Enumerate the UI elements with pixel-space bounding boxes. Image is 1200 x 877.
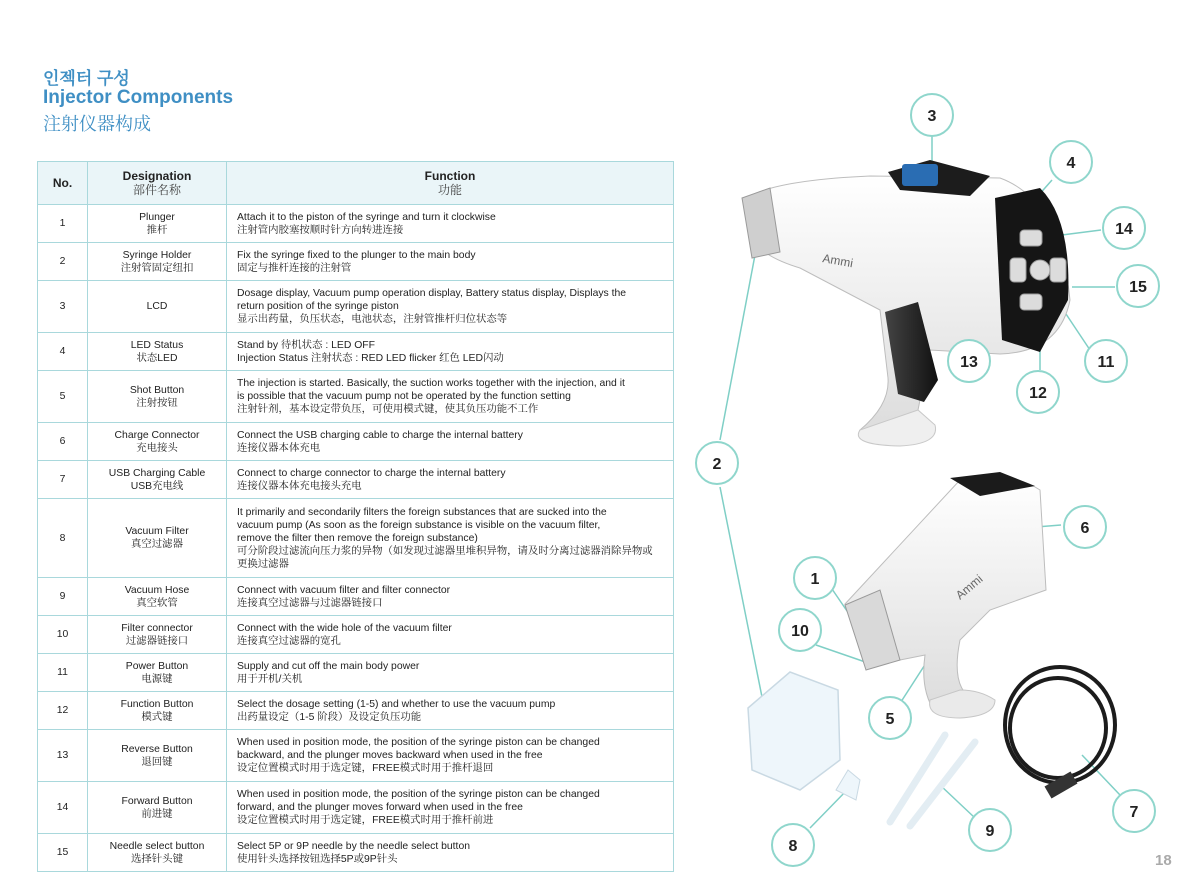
callout-label: 2 bbox=[712, 456, 722, 473]
row-number: 7 bbox=[38, 461, 88, 499]
row-number: 15 bbox=[38, 834, 88, 872]
table-row bbox=[38, 205, 674, 243]
injector-bottom bbox=[845, 472, 1046, 718]
row-number: 5 bbox=[38, 371, 88, 423]
function-line: Select the dosage setting (1-5) and whether to use the vacuum pump bbox=[237, 698, 556, 710]
designation-cell bbox=[88, 782, 227, 834]
callout-14 bbox=[1103, 207, 1145, 249]
row-number: 6 bbox=[38, 423, 88, 461]
function-line: 固定与推杆连接的注射管 bbox=[237, 262, 352, 274]
function-cell bbox=[227, 205, 674, 243]
designation-en: Charge Connector bbox=[114, 429, 200, 441]
vacuum-hose-illustration bbox=[890, 735, 945, 822]
designation-cell bbox=[88, 281, 227, 333]
function-cell bbox=[227, 654, 674, 692]
function-line: Connect with the wide hole of the vacuum filter bbox=[237, 622, 452, 634]
function-line: 显示出药量，负压状态，电池状态，注射管推杆归位状态等 bbox=[237, 314, 508, 325]
table-row bbox=[38, 423, 674, 461]
function-line: Stand by 待机状态 : LED OFF bbox=[237, 339, 376, 351]
function-line: 连接真空过滤器的宽孔 bbox=[237, 635, 341, 647]
table-row bbox=[38, 730, 674, 782]
callout-label: 12 bbox=[1029, 385, 1047, 402]
function-line: 使用针头选择按钮选择5P或9P针头 bbox=[237, 853, 398, 865]
title-chinese: 注射仪器构成 bbox=[43, 114, 151, 135]
function-line: 可分阶段过滤流向压力浆的异物（如发现过滤器里堆积异物，请及时分离过滤器消除异物或 bbox=[237, 545, 653, 557]
function-line: forward, and the plunger moves forward when used in the free bbox=[237, 802, 523, 813]
designation-en: Plunger bbox=[139, 211, 175, 223]
table-row bbox=[38, 616, 674, 654]
function-line: When used in position mode, the position of the syringe piston can be changed bbox=[237, 789, 600, 800]
callout-13 bbox=[948, 340, 990, 382]
table-row bbox=[38, 499, 674, 578]
function-line: 注射针剂，基本设定带负压，可使用模式键，使其负压功能不工作 bbox=[237, 404, 539, 415]
callout-label: 11 bbox=[1097, 354, 1115, 371]
callout-label: 6 bbox=[1080, 520, 1090, 537]
designation-en: Power Button bbox=[125, 660, 189, 672]
function-line: Dosage display, Vacuum pump operation display, Battery status display, Displays the bbox=[237, 288, 627, 299]
row-number: 10 bbox=[38, 616, 88, 654]
designation-en: USB Charging Cable bbox=[108, 467, 206, 479]
col-header-designation: Designation 部件名称 bbox=[88, 162, 227, 205]
callout-2 bbox=[696, 442, 738, 484]
function-cell bbox=[227, 616, 674, 654]
function-cell bbox=[227, 692, 674, 730]
table-row bbox=[38, 782, 674, 834]
callout-label: 8 bbox=[788, 838, 798, 855]
callout-9 bbox=[969, 809, 1011, 851]
function-cell bbox=[227, 371, 674, 423]
function-line: is possible that the vacuum pump not be operated by the function setting bbox=[237, 391, 571, 402]
callout-5 bbox=[869, 697, 911, 739]
function-line: remove the filter then remove the foreign substance) bbox=[237, 532, 478, 544]
designation-cell bbox=[88, 616, 227, 654]
designation-en: Needle select button bbox=[109, 840, 205, 852]
designation-cell bbox=[88, 692, 227, 730]
function-cell bbox=[227, 578, 674, 616]
function-cell bbox=[227, 499, 674, 578]
function-line: Connect the USB charging cable to charge the internal battery bbox=[237, 429, 523, 441]
table-row bbox=[38, 333, 674, 371]
filter-connector-illustration bbox=[836, 770, 860, 800]
vacuum-filter-illustration bbox=[748, 672, 840, 790]
row-number: 9 bbox=[38, 578, 88, 616]
designation-zh: 过滤器链接口 bbox=[125, 635, 189, 647]
function-line: 连接仪器本体充电 bbox=[237, 442, 321, 454]
row-number: 3 bbox=[38, 281, 88, 333]
function-line: 更换过滤器 bbox=[237, 558, 289, 570]
callout-1 bbox=[794, 557, 836, 599]
row-number: 2 bbox=[38, 243, 88, 281]
function-cell bbox=[227, 281, 674, 333]
designation-zh: 注射按钮 bbox=[136, 397, 178, 409]
callout-label: 10 bbox=[791, 623, 809, 640]
table-header-row bbox=[38, 162, 674, 205]
callout-6 bbox=[1064, 506, 1106, 548]
callout-7 bbox=[1113, 790, 1155, 832]
callout-4 bbox=[1050, 141, 1092, 183]
injector-product-figure bbox=[690, 90, 1200, 877]
function-line: backward, and the plunger moves backward when used in the free bbox=[237, 750, 543, 761]
callout-10 bbox=[779, 609, 821, 651]
function-line: 设定位置模式时用于选定键，FREE模式时用于推杆前进 bbox=[237, 815, 494, 826]
row-number: 8 bbox=[38, 499, 88, 578]
function-cell bbox=[227, 243, 674, 281]
callout-12 bbox=[1017, 371, 1059, 413]
callout-label: 4 bbox=[1066, 155, 1076, 172]
function-line: Connect to charge connector to charge the internal battery bbox=[237, 467, 506, 479]
designation-cell bbox=[88, 333, 227, 371]
designation-cell bbox=[88, 578, 227, 616]
title-english: Injector Components bbox=[43, 87, 234, 108]
row-number: 13 bbox=[38, 730, 88, 782]
function-cell bbox=[227, 730, 674, 782]
callout-3 bbox=[911, 94, 953, 136]
callout-label: 9 bbox=[985, 823, 995, 840]
row-number: 4 bbox=[38, 333, 88, 371]
callout-label: 3 bbox=[927, 108, 937, 125]
function-line: Select 5P or 9P needle by the needle select button bbox=[237, 840, 470, 852]
function-cell bbox=[227, 782, 674, 834]
table-row bbox=[38, 834, 674, 872]
callout-label: 15 bbox=[1129, 279, 1147, 296]
callout-15 bbox=[1117, 265, 1159, 307]
designation-en: Filter connector bbox=[121, 622, 193, 634]
function-line: Fix the syringe fixed to the plunger to the main body bbox=[237, 249, 476, 261]
callout-label: 14 bbox=[1115, 221, 1133, 238]
designation-en: Function Button bbox=[120, 698, 194, 710]
table-row bbox=[38, 654, 674, 692]
function-line: When used in position mode, the position of the syringe piston can be changed bbox=[237, 737, 600, 748]
designation-zh: 前进键 bbox=[141, 808, 173, 820]
designation-en: Shot Button bbox=[129, 384, 185, 396]
function-line: It primarily and secondarily filters the foreign substances that are sucked into the bbox=[237, 506, 607, 518]
function-line: vacuum pump (As soon as the foreign substance is visible on the vacuum filter, bbox=[237, 519, 601, 531]
designation-en: Syringe Holder bbox=[122, 249, 192, 261]
designation-cell bbox=[88, 461, 227, 499]
table-row bbox=[38, 578, 674, 616]
col-header-no: No. bbox=[38, 162, 88, 205]
designation-zh: 退回键 bbox=[141, 756, 173, 768]
row-number: 14 bbox=[38, 782, 88, 834]
function-line: 用于开机/关机 bbox=[237, 673, 303, 685]
designation-en: Reverse Button bbox=[121, 743, 193, 755]
function-line: 连接真空过滤器与过滤器链接口 bbox=[237, 597, 383, 609]
designation-en: LCD bbox=[146, 301, 168, 312]
row-number: 12 bbox=[38, 692, 88, 730]
callout-11 bbox=[1085, 340, 1127, 382]
row-number: 1 bbox=[38, 205, 88, 243]
designation-zh: 模式键 bbox=[141, 711, 173, 723]
usb-cable-illustration bbox=[1005, 667, 1115, 783]
designation-cell bbox=[88, 205, 227, 243]
callout-label: 7 bbox=[1129, 804, 1139, 821]
brand-logo-top: Ammi bbox=[821, 251, 855, 271]
callout-8 bbox=[772, 824, 814, 866]
designation-zh: 推杆 bbox=[146, 224, 168, 236]
designation-en: Forward Button bbox=[121, 795, 193, 807]
function-cell bbox=[227, 423, 674, 461]
designation-en: Vacuum Filter bbox=[125, 526, 189, 537]
title-korean: 인젝터 구성 bbox=[43, 69, 130, 88]
brand-logo-bottom: Ammi bbox=[952, 571, 986, 603]
designation-cell bbox=[88, 834, 227, 872]
function-cell bbox=[227, 834, 674, 872]
designation-zh: USB充电线 bbox=[130, 480, 184, 492]
function-line: Connect with vacuum filter and filter connector bbox=[237, 584, 451, 596]
function-line: return position of the syringe piston bbox=[237, 301, 399, 312]
components-table bbox=[37, 161, 674, 872]
designation-zh: 电源键 bbox=[141, 673, 173, 685]
designation-cell bbox=[88, 730, 227, 782]
designation-cell bbox=[88, 654, 227, 692]
function-line: Supply and cut off the main body power bbox=[237, 660, 420, 672]
function-line: 出药量设定（1-5 阶段）及设定负压功能 bbox=[237, 711, 422, 723]
designation-en: LED Status bbox=[130, 339, 184, 351]
page-number: 18 bbox=[1155, 852, 1172, 869]
table-row bbox=[38, 243, 674, 281]
callout-label: 1 bbox=[810, 571, 820, 588]
designation-zh: 选择针头键 bbox=[131, 853, 183, 865]
callout-label: 5 bbox=[885, 711, 895, 728]
function-cell bbox=[227, 461, 674, 499]
function-line: 注射管内胶塞按顺时针方向转进连接 bbox=[237, 224, 404, 236]
function-line: 设定位置模式时用于选定键，FREE模式时用于推杆退回 bbox=[237, 763, 494, 774]
designation-cell bbox=[88, 371, 227, 423]
function-line: Attach it to the piston of the syringe and turn it clockwise bbox=[237, 211, 496, 223]
designation-cell bbox=[88, 423, 227, 461]
designation-zh: 真空软管 bbox=[136, 597, 178, 609]
function-line: Injection Status 注射状态 : RED LED flicker 红色 LED闪动 bbox=[237, 352, 504, 364]
table-row bbox=[38, 281, 674, 333]
designation-en: Vacuum Hose bbox=[124, 584, 190, 596]
row-number: 11 bbox=[38, 654, 88, 692]
col-header-function: Function 功能 bbox=[227, 162, 674, 205]
table-row bbox=[38, 692, 674, 730]
callout-label: 13 bbox=[960, 354, 978, 371]
function-line: The injection is started. Basically, the suction works together with the injection, and it bbox=[237, 378, 625, 389]
designation-cell bbox=[88, 243, 227, 281]
table-row bbox=[38, 371, 674, 423]
function-cell bbox=[227, 333, 674, 371]
designation-zh: 注射管固定纽扣 bbox=[120, 262, 194, 274]
designation-zh: 状态LED bbox=[136, 352, 178, 364]
designation-zh: 真空过滤器 bbox=[131, 539, 183, 550]
table-row bbox=[38, 461, 674, 499]
function-line: 连接仪器本体充电接头充电 bbox=[237, 480, 362, 492]
designation-cell bbox=[88, 499, 227, 578]
designation-zh: 充电接头 bbox=[136, 442, 178, 454]
